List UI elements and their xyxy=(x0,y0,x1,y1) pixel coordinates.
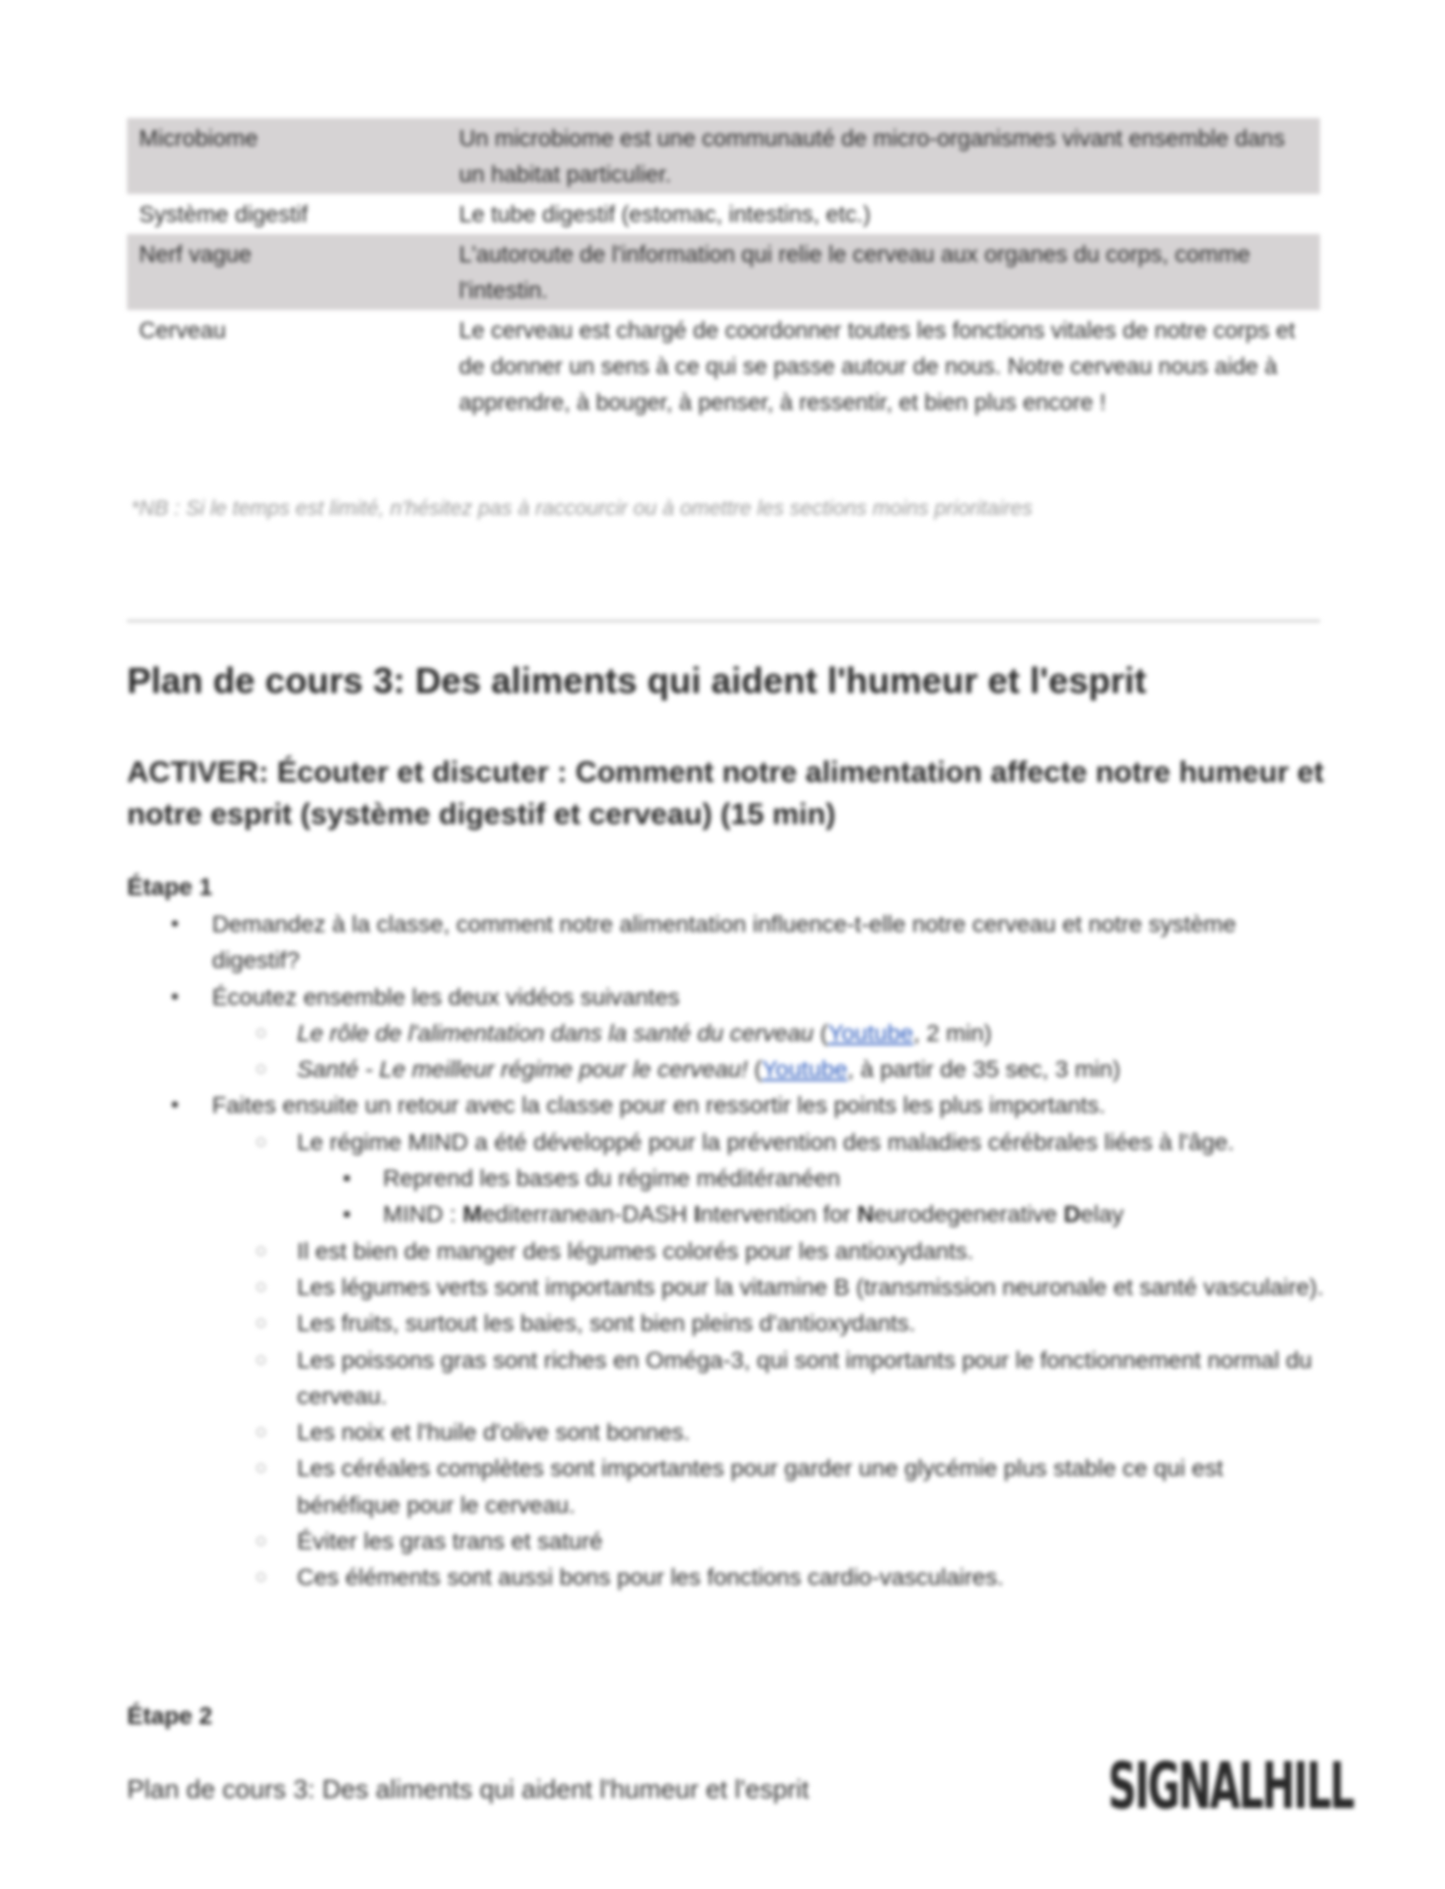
key-points-list xyxy=(127,1233,1327,1596)
list-item: ○ Ces éléments sont aussi bons pour les fonctions cardio-vasculaires. xyxy=(127,1559,1327,1595)
glossary-term: Système digestif xyxy=(139,201,308,227)
table-row xyxy=(127,118,1320,194)
glossary-table xyxy=(127,118,1320,422)
bullet-circle-icon: ○ xyxy=(255,1421,268,1444)
list-item: ○ Les poissons gras sont riches en Oméga-3, qui sont importants pour le fonctionnement normal du cerveau. xyxy=(127,1342,1327,1415)
glossary-definition: Un microbiome est une communauté de micro-organismes vivant ensemble dans un habitat particulier. xyxy=(447,118,1320,194)
bullet-circle-icon: ○ xyxy=(255,1130,268,1153)
list-item: ○ Éviter les gras trans et saturé xyxy=(127,1523,1327,1559)
bullet-circle-icon: ○ xyxy=(255,1530,268,1553)
bullet-circle-icon: ○ xyxy=(255,1239,268,1262)
list-item: • Demandez à la classe, comment notre alimentation influence-t-elle notre cerveau et notre système digestif? xyxy=(127,906,1327,979)
video-title: Le rôle de l'alimentation dans la santé du cerveau xyxy=(297,1019,814,1046)
lesson-title: Plan de cours 3: Des aliments qui aident l'humeur et l'esprit xyxy=(127,660,1147,701)
step-1-label: Étape 1 xyxy=(127,874,213,901)
list-item: • Faites ensuite un retour avec la classe pour en ressortir les points les plus importants. xyxy=(127,1087,1327,1123)
footer-title: Plan de cours 3: Des aliments qui aident l'humeur et l'esprit xyxy=(127,1774,809,1804)
bullet-circle-icon: ○ xyxy=(255,1312,268,1335)
bullet-circle-icon: ○ xyxy=(255,1457,268,1480)
glossary-definition: L'autoroute de l'information qui relie le cerveau aux organes du corps, comme l'intestin. xyxy=(447,234,1320,310)
bullet-disc-icon: • xyxy=(171,1092,179,1118)
step-2-label: Étape 2 xyxy=(127,1703,213,1730)
glossary-term: Cerveau xyxy=(139,317,226,343)
glossary-term: Microbiome xyxy=(127,118,447,194)
activity-title: ACTIVER: Écouter et discuter : Comment notre alimentation affecte notre humeur et notre esprit (système digestif et cerveau) (15 min) xyxy=(127,756,1324,831)
table-row xyxy=(127,194,1320,234)
glossary-term: Nerf vague xyxy=(127,234,447,310)
glossary-definition: Le cerveau est chargé de coordonner toutes les fonctions vitales de notre corps et de donner un sens à ce qui se passe autour de nous. Notre cerveau nous aide à apprendre, à bouger, à penser, à ressentir, et bien plus encore ! xyxy=(459,317,1296,415)
table-row xyxy=(127,310,1320,422)
bullet-circle-icon: ○ xyxy=(255,1566,268,1589)
time-note: *NB : Si le temps est limité, n'hésitez pas à raccourcir ou à omettre les sections moins prioritaires xyxy=(131,497,1033,520)
list-item: ▪ MIND : Mediterranean-DASH Intervention for Neurodegenerative Delay xyxy=(127,1196,1327,1232)
bullet-square-icon: ▪ xyxy=(343,1201,351,1227)
list-item: ○ Les fruits, surtout les baies, sont bien pleins d'antioxydants. xyxy=(127,1305,1327,1341)
step-1-content xyxy=(127,906,1327,1596)
list-item: ○ Les céréales complètes sont importantes pour garder une glycémie plus stable ce qui est bénéfique pour le cerveau. xyxy=(127,1450,1327,1523)
bullet-disc-icon: • xyxy=(171,911,179,936)
glossary-definition: Le tube digestif (estomac, intestins, etc.) xyxy=(459,201,871,227)
section-divider xyxy=(127,620,1320,622)
youtube-link[interactable]: Youtube xyxy=(762,1056,848,1083)
list-item: ○ Le régime MIND a été développé pour la prévention des maladies cérébrales liées à l'âge. xyxy=(127,1124,1327,1160)
bullet-circle-icon: ○ xyxy=(255,1275,268,1298)
list-item: ▪ Reprend les bases du régime méditéranéen xyxy=(127,1160,1327,1196)
bullet-disc-icon: • xyxy=(171,983,179,1009)
youtube-link[interactable]: Youtube xyxy=(827,1019,914,1046)
bullet-circle-icon: ○ xyxy=(255,1021,268,1044)
table-row xyxy=(127,234,1320,310)
video-title: Santé - Le meilleur régime pour le cerveau! xyxy=(297,1056,748,1083)
bullet-circle-icon: ○ xyxy=(255,1348,268,1371)
list-item: • Écoutez ensemble les deux vidéos suivantes xyxy=(127,979,1327,1015)
video-item: ○ Le rôle de l'alimentation dans la santé du cerveau (Youtube, 2 min) xyxy=(127,1015,1327,1051)
list-item: ○ Les légumes verts sont importants pour la vitamine B (transmission neuronale et santé vasculaire). xyxy=(127,1269,1327,1305)
bullet-circle-icon: ○ xyxy=(255,1058,268,1081)
video-item: ○ Santé - Le meilleur régime pour le cerveau! (Youtube, à partir de 35 sec, 3 min) xyxy=(127,1051,1327,1087)
signalhill-logo: SIGNALHILL xyxy=(1108,1750,1354,1824)
list-item: ○ Il est bien de manger des légumes colorés pour les antioxydants. xyxy=(127,1233,1327,1269)
list-item: ○ Les noix et l'huile d'olive sont bonnes. xyxy=(127,1414,1327,1450)
bullet-square-icon: ▪ xyxy=(343,1165,351,1191)
